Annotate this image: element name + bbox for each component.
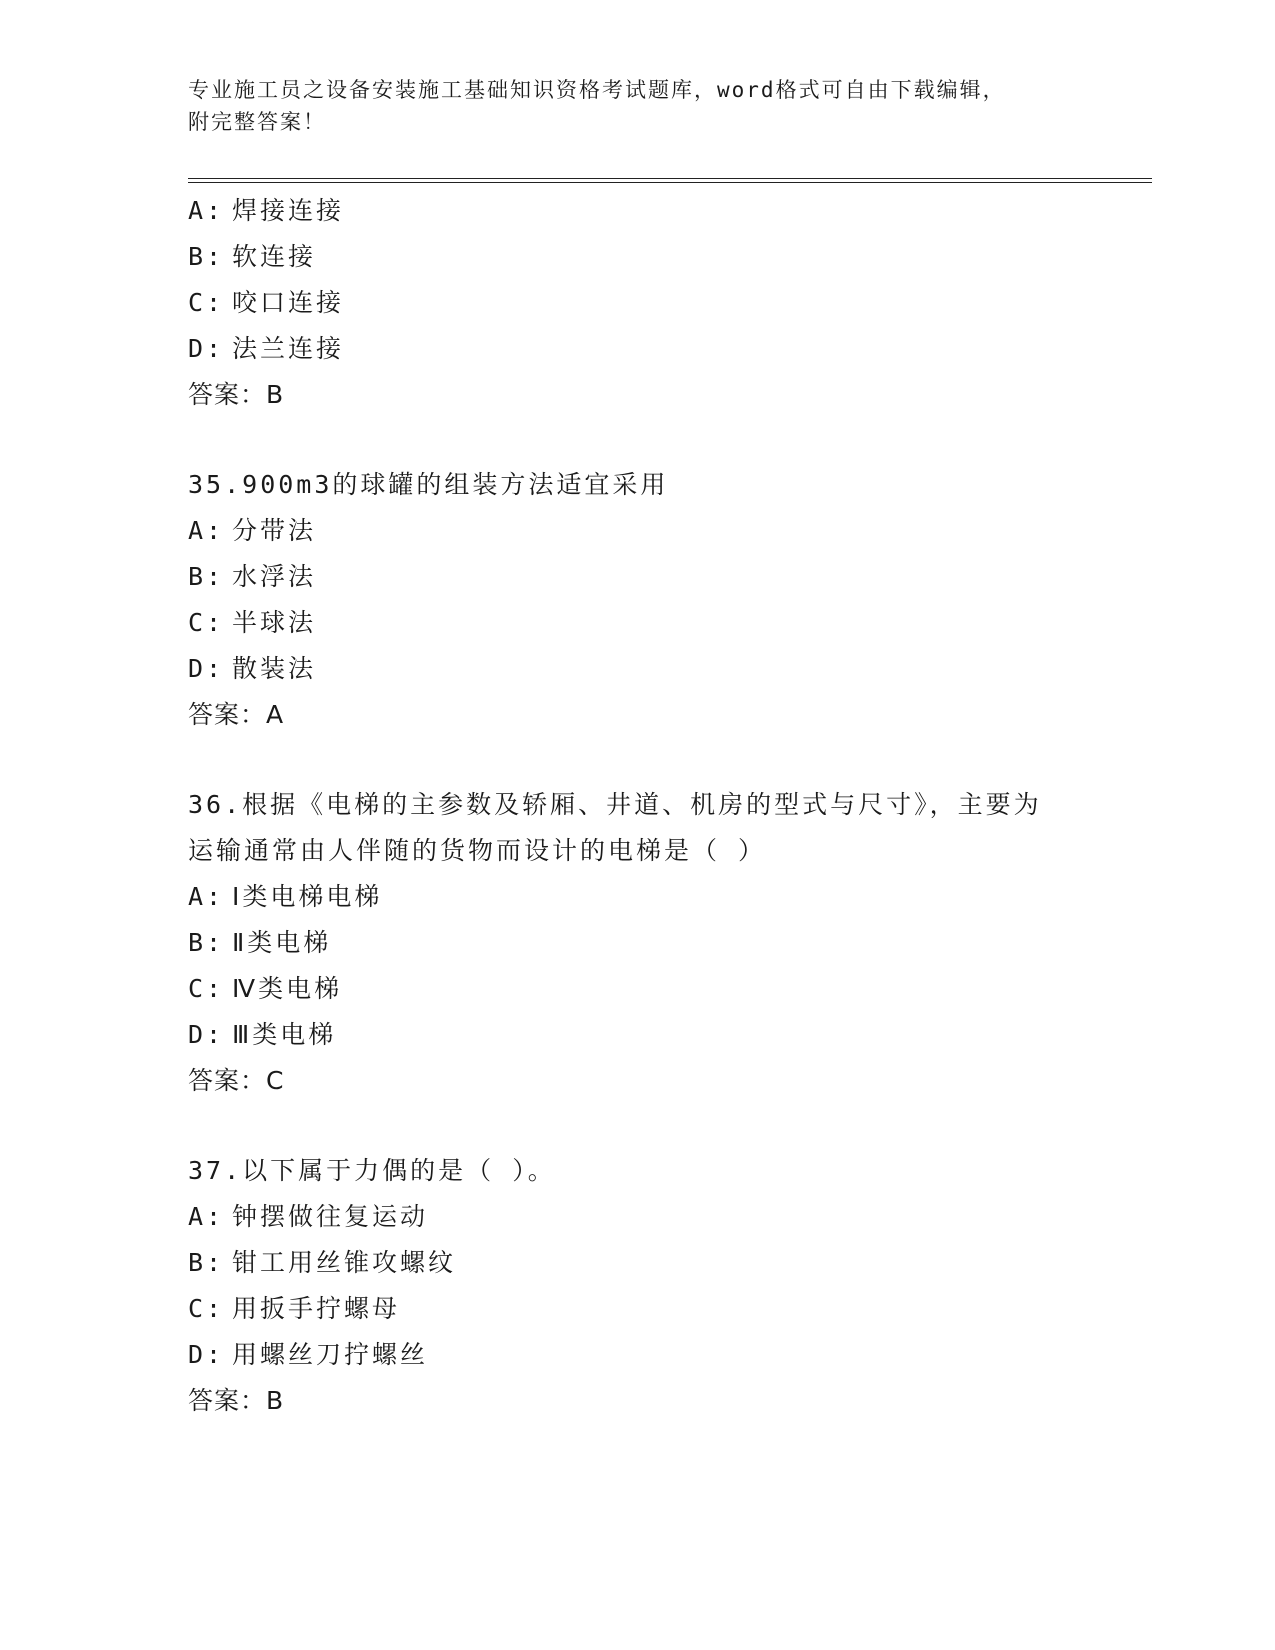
question-text: 37.以下属于力偶的是（ ）。 <box>188 1156 556 1185</box>
question-36 <box>188 782 1148 1104</box>
option-c: C: 用扳手拧螺母 <box>188 1294 401 1323</box>
header-divider-bottom <box>188 182 1152 183</box>
question-34 <box>188 188 1148 418</box>
question-text: 35.900m3的球罐的组装方法适宜采用 <box>188 470 669 499</box>
option-d: D: 用螺丝刀拧螺丝 <box>188 1340 429 1369</box>
option-a: A: 钟摆做往复运动 <box>188 1202 429 1231</box>
answer: 答案：B <box>188 1386 285 1415</box>
option-d: D: 法兰连接 <box>188 334 345 363</box>
option-b: B: 钳工用丝锥攻螺纹 <box>188 1248 457 1277</box>
answer: 答案：B <box>188 380 285 409</box>
option-d: D: Ⅲ类电梯 <box>188 1020 337 1049</box>
option-a: A: 分带法 <box>188 516 317 545</box>
option-c: C: Ⅳ类电梯 <box>188 974 343 1003</box>
question-text-line-1: 36.根据《电梯的主参数及轿厢、井道、机房的型式与尺寸》，主要为 <box>188 790 1042 819</box>
question-37 <box>188 1148 1148 1424</box>
option-a: A: 焊接连接 <box>188 196 345 225</box>
option-d: D: 散装法 <box>188 654 317 683</box>
document-header <box>188 74 1088 138</box>
answer: 答案：A <box>188 700 285 729</box>
option-b: B: Ⅱ类电梯 <box>188 928 332 957</box>
header-line-2: 附完整答案！ <box>188 110 326 134</box>
option-c: C: 半球法 <box>188 608 317 637</box>
option-b: B: 软连接 <box>188 242 317 271</box>
question-list <box>188 188 1148 1424</box>
option-c: C: 咬口连接 <box>188 288 345 317</box>
option-b: B: 水浮法 <box>188 562 317 591</box>
header-line-1: 专业施工员之设备安装施工基础知识资格考试题库，word格式可自由下载编辑， <box>188 78 1006 102</box>
question-text-line-2: 运输通常由人伴随的货物而设计的电梯是（ ） <box>188 836 767 865</box>
question-35 <box>188 462 1148 738</box>
answer: 答案：C <box>188 1066 285 1095</box>
header-divider-top <box>188 178 1152 179</box>
option-a: A: Ⅰ类电梯电梯 <box>188 882 383 911</box>
